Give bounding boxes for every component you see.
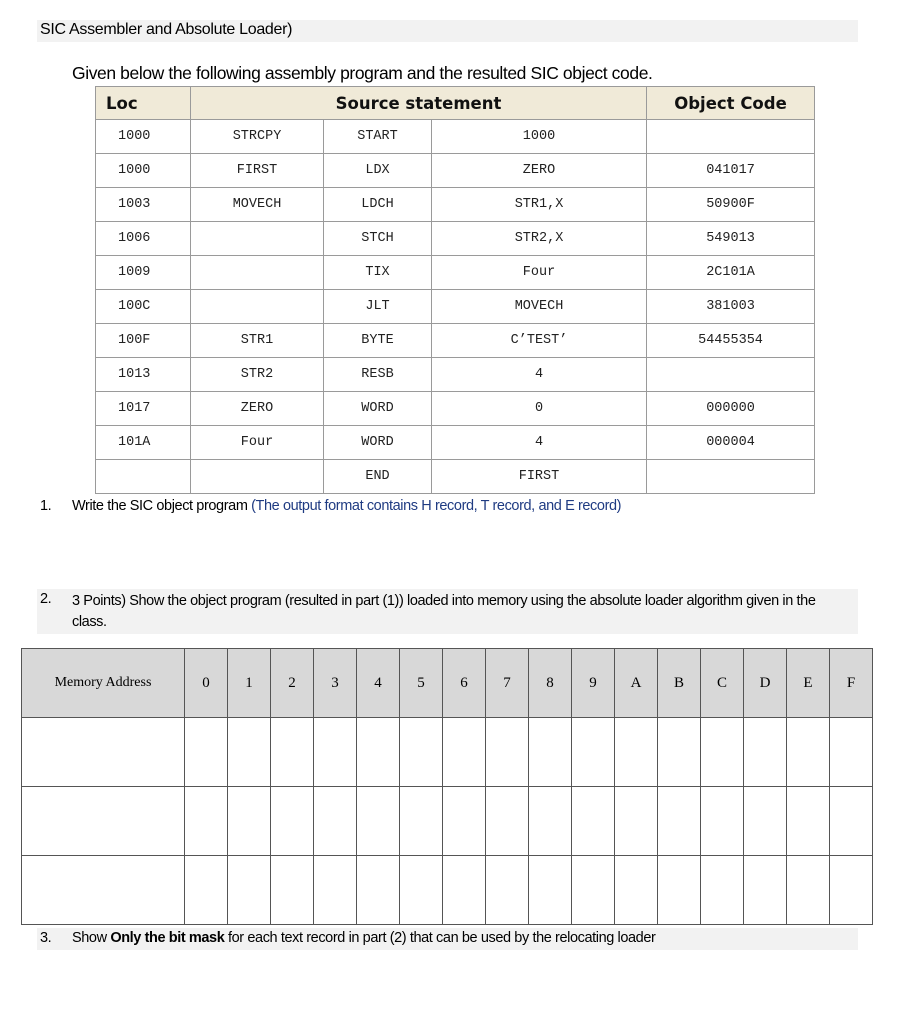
object-code-cell: 2C101A [647, 256, 815, 290]
memory-byte-cell[interactable] [529, 856, 572, 925]
question-3-number: 3. [40, 930, 52, 946]
label-cell [191, 460, 324, 494]
label-cell: STR1 [191, 324, 324, 358]
question-3-post: for each text record in part (2) that can be used by the relocating loader [224, 930, 656, 946]
memory-byte-cell[interactable] [572, 856, 615, 925]
table-row [96, 120, 815, 154]
assembly-header-row [96, 87, 815, 120]
operand-cell: Four [432, 256, 647, 290]
question-1-note: (The output format contains H record, T record, and E record) [251, 498, 622, 514]
memory-column-header: A [615, 649, 658, 718]
memory-column-header: E [787, 649, 830, 718]
memory-byte-cell[interactable] [357, 787, 400, 856]
memory-byte-cell[interactable] [615, 787, 658, 856]
assembly-table [95, 86, 815, 494]
memory-byte-cell[interactable] [572, 718, 615, 787]
table-row [96, 426, 815, 460]
memory-byte-cell[interactable] [228, 787, 271, 856]
memory-column-header: 3 [314, 649, 357, 718]
memory-byte-cell[interactable] [271, 856, 314, 925]
memory-byte-cell[interactable] [443, 787, 486, 856]
memory-byte-cell[interactable] [572, 787, 615, 856]
memory-table [21, 648, 873, 925]
label-cell [191, 256, 324, 290]
memory-column-header: B [658, 649, 701, 718]
label-cell: Four [191, 426, 324, 460]
memory-byte-cell[interactable] [185, 718, 228, 787]
label-cell: MOVECH [191, 188, 324, 222]
opcode-cell: RESB [324, 358, 432, 392]
operand-cell: STR1,X [432, 188, 647, 222]
memory-byte-cell[interactable] [658, 856, 701, 925]
memory-byte-cell[interactable] [529, 718, 572, 787]
loc-cell: 1013 [96, 358, 191, 392]
question-1-prompt: Write the SIC object program [72, 498, 252, 514]
object-code-header: Object Code [647, 87, 815, 120]
table-row [96, 188, 815, 222]
memory-address-cell[interactable] [22, 787, 185, 856]
memory-byte-cell[interactable] [314, 787, 357, 856]
memory-column-header: 6 [443, 649, 486, 718]
memory-byte-cell[interactable] [228, 718, 271, 787]
memory-column-header: C [701, 649, 744, 718]
object-code-cell: 54455354 [647, 324, 815, 358]
table-row [96, 460, 815, 494]
memory-byte-cell[interactable] [400, 787, 443, 856]
table-row [96, 154, 815, 188]
memory-column-header: 8 [529, 649, 572, 718]
memory-byte-cell[interactable] [400, 718, 443, 787]
memory-byte-cell[interactable] [529, 787, 572, 856]
memory-byte-cell[interactable] [486, 787, 529, 856]
memory-byte-cell[interactable] [357, 856, 400, 925]
table-row [96, 324, 815, 358]
table-row [96, 358, 815, 392]
opcode-cell: BYTE [324, 324, 432, 358]
label-cell: STRCPY [191, 120, 324, 154]
label-cell [191, 290, 324, 324]
memory-byte-cell[interactable] [615, 856, 658, 925]
object-code-cell [647, 120, 815, 154]
memory-column-header: 1 [228, 649, 271, 718]
label-cell [191, 222, 324, 256]
memory-header-row [22, 649, 873, 718]
question-3-pre: Show [72, 930, 111, 946]
memory-byte-cell[interactable] [271, 718, 314, 787]
loc-cell: 1006 [96, 222, 191, 256]
opcode-cell: START [324, 120, 432, 154]
table-row [96, 222, 815, 256]
memory-byte-cell[interactable] [314, 856, 357, 925]
opcode-cell: END [324, 460, 432, 494]
memory-byte-cell[interactable] [357, 718, 400, 787]
object-code-cell: 50900F [647, 188, 815, 222]
label-cell: ZERO [191, 392, 324, 426]
memory-row [22, 787, 873, 856]
memory-byte-cell[interactable] [701, 856, 744, 925]
memory-byte-cell[interactable] [830, 856, 873, 925]
operand-cell: STR2,X [432, 222, 647, 256]
memory-byte-cell[interactable] [443, 856, 486, 925]
question-2-number: 2. [40, 591, 52, 607]
memory-byte-cell[interactable] [744, 787, 787, 856]
loc-cell: 101A [96, 426, 191, 460]
memory-byte-cell[interactable] [486, 856, 529, 925]
memory-column-header: 2 [271, 649, 314, 718]
memory-column-header: 5 [400, 649, 443, 718]
memory-byte-cell[interactable] [400, 856, 443, 925]
memory-byte-cell[interactable] [830, 787, 873, 856]
memory-column-header: 4 [357, 649, 400, 718]
opcode-cell: LDCH [324, 188, 432, 222]
loc-cell: 1003 [96, 188, 191, 222]
question-1-number: 1. [40, 498, 52, 514]
opcode-cell: JLT [324, 290, 432, 324]
loc-cell: 100C [96, 290, 191, 324]
opcode-cell: LDX [324, 154, 432, 188]
table-row [96, 290, 815, 324]
operand-cell: 0 [432, 392, 647, 426]
object-code-cell: 549013 [647, 222, 815, 256]
memory-column-header: 7 [486, 649, 529, 718]
operand-cell: C’TEST’ [432, 324, 647, 358]
memory-byte-cell[interactable] [787, 718, 830, 787]
table-row [96, 256, 815, 290]
operand-cell: ZERO [432, 154, 647, 188]
page-title: SIC Assembler and Absolute Loader) [40, 21, 293, 38]
memory-byte-cell[interactable] [744, 856, 787, 925]
operand-cell: 4 [432, 426, 647, 460]
memory-row [22, 718, 873, 787]
memory-byte-cell[interactable] [443, 718, 486, 787]
table-row [96, 392, 815, 426]
loc-cell: 1000 [96, 154, 191, 188]
opcode-cell: WORD [324, 426, 432, 460]
label-cell: STR2 [191, 358, 324, 392]
memory-address-header: Memory Address [22, 649, 185, 718]
object-code-cell: 041017 [647, 154, 815, 188]
memory-byte-cell[interactable] [185, 787, 228, 856]
memory-address-cell[interactable] [22, 718, 185, 787]
memory-byte-cell[interactable] [787, 856, 830, 925]
memory-byte-cell[interactable] [228, 856, 271, 925]
object-code-cell: 381003 [647, 290, 815, 324]
memory-byte-cell[interactable] [615, 718, 658, 787]
opcode-cell: STCH [324, 222, 432, 256]
operand-cell: 4 [432, 358, 647, 392]
question-3-bold: Only the bit mask [110, 930, 225, 946]
operand-cell: FIRST [432, 460, 647, 494]
memory-byte-cell[interactable] [185, 856, 228, 925]
memory-column-header: 9 [572, 649, 615, 718]
loc-header: Loc [96, 87, 191, 120]
opcode-cell: WORD [324, 392, 432, 426]
label-cell: FIRST [191, 154, 324, 188]
memory-byte-cell[interactable] [744, 718, 787, 787]
memory-column-header: D [744, 649, 787, 718]
memory-address-cell[interactable] [22, 856, 185, 925]
source-statement-header: Source statement [191, 87, 647, 120]
memory-byte-cell[interactable] [701, 787, 744, 856]
loc-cell: 1009 [96, 256, 191, 290]
memory-byte-cell[interactable] [830, 718, 873, 787]
object-code-cell [647, 358, 815, 392]
question-1-text [72, 498, 621, 514]
memory-byte-cell[interactable] [486, 718, 529, 787]
operand-cell: 1000 [432, 120, 647, 154]
memory-byte-cell[interactable] [314, 718, 357, 787]
loc-cell: 100F [96, 324, 191, 358]
memory-column-header: F [830, 649, 873, 718]
object-code-cell [647, 460, 815, 494]
question-3-text [72, 930, 655, 946]
loc-cell [96, 460, 191, 494]
memory-byte-cell[interactable] [271, 787, 314, 856]
question-2-text: 3 Points) Show the object program (resulted in part (1)) loaded into memory using the absolute loader algorithm given in the class. [72, 593, 816, 630]
memory-byte-cell[interactable] [787, 787, 830, 856]
loc-cell: 1017 [96, 392, 191, 426]
object-code-cell: 000004 [647, 426, 815, 460]
memory-row [22, 856, 873, 925]
operand-cell: MOVECH [432, 290, 647, 324]
memory-byte-cell[interactable] [701, 718, 744, 787]
memory-byte-cell[interactable] [658, 718, 701, 787]
object-code-cell: 000000 [647, 392, 815, 426]
memory-byte-cell[interactable] [658, 787, 701, 856]
memory-column-header: 0 [185, 649, 228, 718]
opcode-cell: TIX [324, 256, 432, 290]
loc-cell: 1000 [96, 120, 191, 154]
intro-text: Given below the following assembly program and the resulted SIC object code. [72, 63, 653, 83]
